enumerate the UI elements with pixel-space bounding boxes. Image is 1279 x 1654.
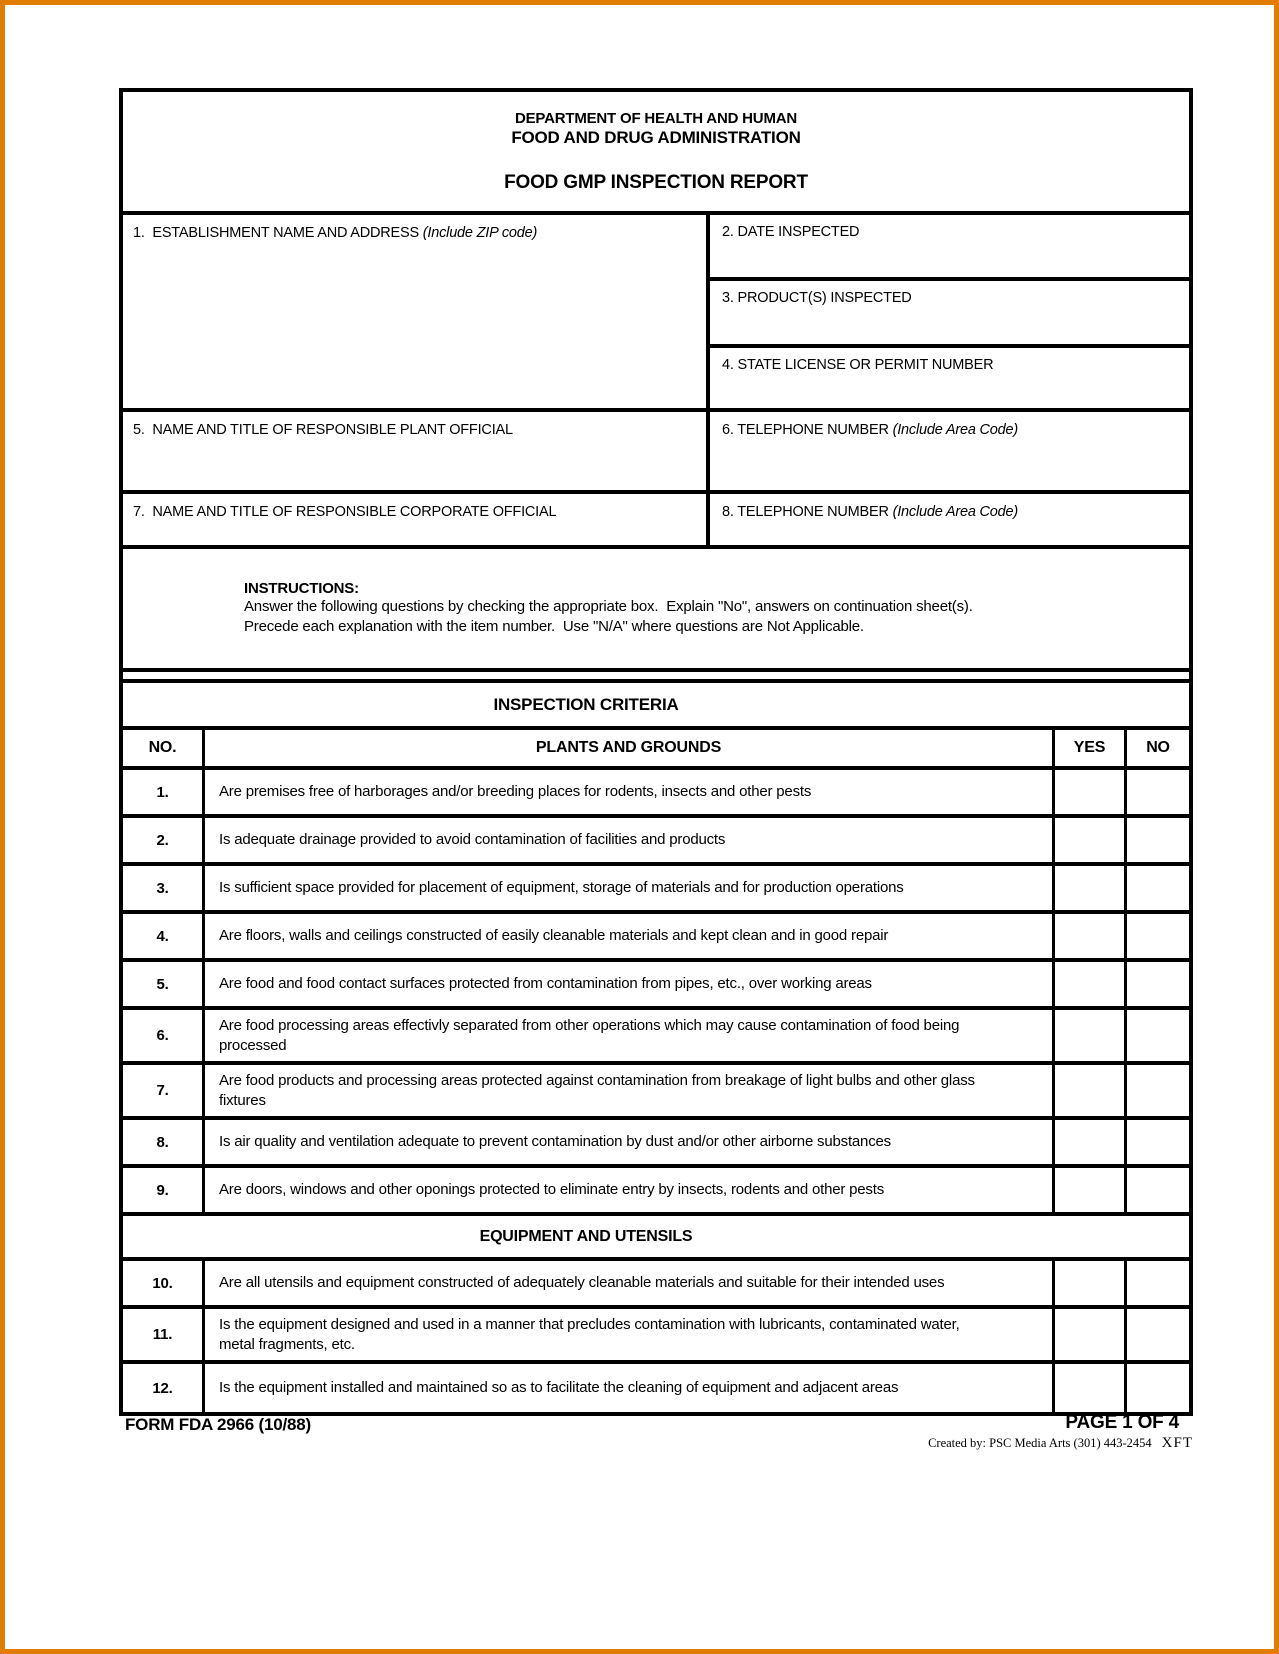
criteria-row <box>123 962 1189 1010</box>
section-gap <box>123 672 1189 679</box>
no-checkbox-cell[interactable] <box>1127 1364 1189 1412</box>
corporate-official-label: 7. NAME AND TITLE OF RESPONSIBLE CORPORATE OFFICIAL <box>133 504 557 520</box>
criteria-table-header <box>123 730 1189 770</box>
yes-checkbox-cell[interactable] <box>1055 1168 1127 1212</box>
fields-band-1 <box>123 215 1189 412</box>
criteria-row <box>123 1168 1189 1216</box>
row-number: 11. <box>123 1309 205 1360</box>
state-license-label: 4. STATE LICENSE OR PERMIT NUMBER <box>722 357 994 373</box>
instructions-line-2: Precede each explanation with the item number. Use "N/A" where questions are Not Applicable. <box>244 617 864 635</box>
corporate-official-field[interactable] <box>123 494 710 545</box>
establishment-name-field[interactable] <box>123 215 710 408</box>
criteria-row <box>123 1120 1189 1168</box>
criteria-row <box>123 1010 1189 1065</box>
row-question: Are all utensils and equipment constructed of adequately cleanable materials and suitable for their intended uses <box>205 1261 1055 1305</box>
plant-official-label: 5. NAME AND TITLE OF RESPONSIBLE PLANT OFFICIAL <box>133 422 513 438</box>
establishment-label: 1. ESTABLISHMENT NAME AND ADDRESS <box>133 225 423 241</box>
no-checkbox-cell[interactable] <box>1127 1120 1189 1164</box>
row-question: Are food processing areas effectivly separated from other operations which may cause contamination of food being processed <box>205 1010 1055 1061</box>
yes-checkbox-cell[interactable] <box>1055 1065 1127 1116</box>
created-by-credit <box>928 1435 1193 1452</box>
yes-checkbox-cell[interactable] <box>1055 914 1127 958</box>
row-number: 4. <box>123 914 205 958</box>
row-question: Are premises free of harborages and/or breeding places for rodents, insects and other pests <box>205 770 1055 814</box>
row-number: 10. <box>123 1261 205 1305</box>
yes-checkbox-cell[interactable] <box>1055 962 1127 1006</box>
page-number: PAGE 1 OF 4 <box>1065 1412 1179 1433</box>
row-number: 3. <box>123 866 205 910</box>
column-header-yes: YES <box>1055 730 1127 766</box>
criteria-row <box>123 866 1189 914</box>
form-header <box>123 92 1189 215</box>
row-question: Are doors, windows and other oponings protected to eliminate entry by insects, rodents and other pests <box>205 1168 1055 1212</box>
instructions-heading: INSTRUCTIONS: <box>244 580 359 597</box>
agency-line: FOOD AND DRUG ADMINISTRATION <box>511 128 801 147</box>
created-by-text: Created by: PSC Media Arts (301) 443-2454 <box>928 1436 1152 1450</box>
criteria-row <box>123 1309 1189 1364</box>
yes-checkbox-cell[interactable] <box>1055 1364 1127 1412</box>
criteria-row <box>123 818 1189 866</box>
telephone-plant-note: (Include Area Code) <box>892 422 1019 438</box>
row-number: 2. <box>123 818 205 862</box>
yes-checkbox-cell[interactable] <box>1055 1261 1127 1305</box>
criteria-row <box>123 1065 1189 1120</box>
plants-and-grounds-rows <box>123 770 1189 1216</box>
row-question: Is air quality and ventilation adequate to prevent contamination by dust and/or other airborne substances <box>205 1120 1055 1164</box>
row-question: Are food products and processing areas protected against contamination from breakage of light bulbs and other glass fixtures <box>205 1065 1055 1116</box>
row-question: Is adequate drainage provided to avoid contamination of facilities and products <box>205 818 1055 862</box>
criteria-row <box>123 914 1189 962</box>
establishment-note: (Include ZIP code) <box>422 225 538 241</box>
date-inspected-field[interactable] <box>710 215 1189 281</box>
no-checkbox-cell[interactable] <box>1127 1065 1189 1116</box>
row-question: Is sufficient space provided for placement of equipment, storage of materials and for production operations <box>205 866 1055 910</box>
instructions-line-1: Answer the following questions by checking the appropriate box. Explain "No", answers on continuation sheet(s). <box>244 598 973 615</box>
yes-checkbox-cell[interactable] <box>1055 818 1127 862</box>
page-footer <box>119 1412 1193 1472</box>
no-checkbox-cell[interactable] <box>1127 866 1189 910</box>
criteria-row <box>123 770 1189 818</box>
equipment-and-utensils-rows <box>123 1261 1189 1412</box>
form-title: FOOD GMP INSPECTION REPORT <box>504 172 808 193</box>
plant-official-field[interactable] <box>123 412 710 490</box>
yes-checkbox-cell[interactable] <box>1055 1010 1127 1061</box>
no-checkbox-cell[interactable] <box>1127 1309 1189 1360</box>
yes-checkbox-cell[interactable] <box>1055 1309 1127 1360</box>
telephone-corporate-label: 8. TELEPHONE NUMBER <box>722 504 893 520</box>
fields-band-3 <box>123 494 1189 549</box>
telephone-corporate-field[interactable] <box>710 494 1189 545</box>
yes-checkbox-cell[interactable] <box>1055 1120 1127 1164</box>
row-question: Are food and food contact surfaces protected from contamination from pipes, etc., over working areas <box>205 962 1055 1006</box>
no-checkbox-cell[interactable] <box>1127 1261 1189 1305</box>
instructions-box <box>123 549 1189 672</box>
gmp-inspection-form <box>119 88 1193 1416</box>
products-inspected-field[interactable] <box>710 281 1189 348</box>
row-number: 7. <box>123 1065 205 1116</box>
row-number: 5. <box>123 962 205 1006</box>
row-number: 1. <box>123 770 205 814</box>
equipment-and-utensils-title: EQUIPMENT AND UTENSILS <box>123 1216 1189 1261</box>
telephone-corporate-note: (Include Area Code) <box>892 504 1019 520</box>
column-header-plants-and-grounds: PLANTS AND GROUNDS <box>205 730 1055 766</box>
products-inspected-label: 3. PRODUCT(S) INSPECTED <box>722 290 912 306</box>
criteria-row <box>123 1364 1189 1412</box>
row-question: Is the equipment designed and used in a manner that precludes contamination with lubricants, contaminated water, metal fragments, etc. <box>205 1309 1055 1360</box>
row-number: 9. <box>123 1168 205 1212</box>
row-question: Is the equipment installed and maintained so as to facilitate the cleaning of equipment and adjacent areas <box>205 1364 1055 1412</box>
footer-right <box>928 1412 1193 1452</box>
no-checkbox-cell[interactable] <box>1127 770 1189 814</box>
state-license-field[interactable] <box>710 348 1189 408</box>
telephone-plant-field[interactable] <box>710 412 1189 490</box>
column-header-no2: NO <box>1146 739 1170 756</box>
no-checkbox-cell[interactable] <box>1127 962 1189 1006</box>
column-header-no: NO. <box>123 730 205 766</box>
row-question: Are floors, walls and ceilings constructed of easily cleanable materials and kept clean and in good repair <box>205 914 1055 958</box>
yes-checkbox-cell[interactable] <box>1055 866 1127 910</box>
no-checkbox-cell[interactable] <box>1127 1168 1189 1212</box>
fields-band-2 <box>123 412 1189 494</box>
fields-band-1-right <box>710 215 1189 408</box>
date-inspected-label: 2. DATE INSPECTED <box>722 224 860 240</box>
no-checkbox-cell[interactable] <box>1127 818 1189 862</box>
inspection-criteria-title: INSPECTION CRITERIA <box>123 679 1189 730</box>
xft-mark: XFT <box>1161 1435 1193 1451</box>
no-checkbox-cell[interactable] <box>1127 914 1189 958</box>
department-line: DEPARTMENT OF HEALTH AND HUMAN <box>514 110 798 127</box>
no-checkbox-cell[interactable] <box>1127 1010 1189 1061</box>
criteria-row <box>123 1261 1189 1309</box>
yes-checkbox-cell[interactable] <box>1055 770 1127 814</box>
row-number: 8. <box>123 1120 205 1164</box>
form-number: FORM FDA 2966 (10/88) <box>125 1415 312 1434</box>
telephone-plant-label: 6. TELEPHONE NUMBER <box>722 422 893 438</box>
row-number: 6. <box>123 1010 205 1061</box>
row-number: 12. <box>123 1364 205 1412</box>
